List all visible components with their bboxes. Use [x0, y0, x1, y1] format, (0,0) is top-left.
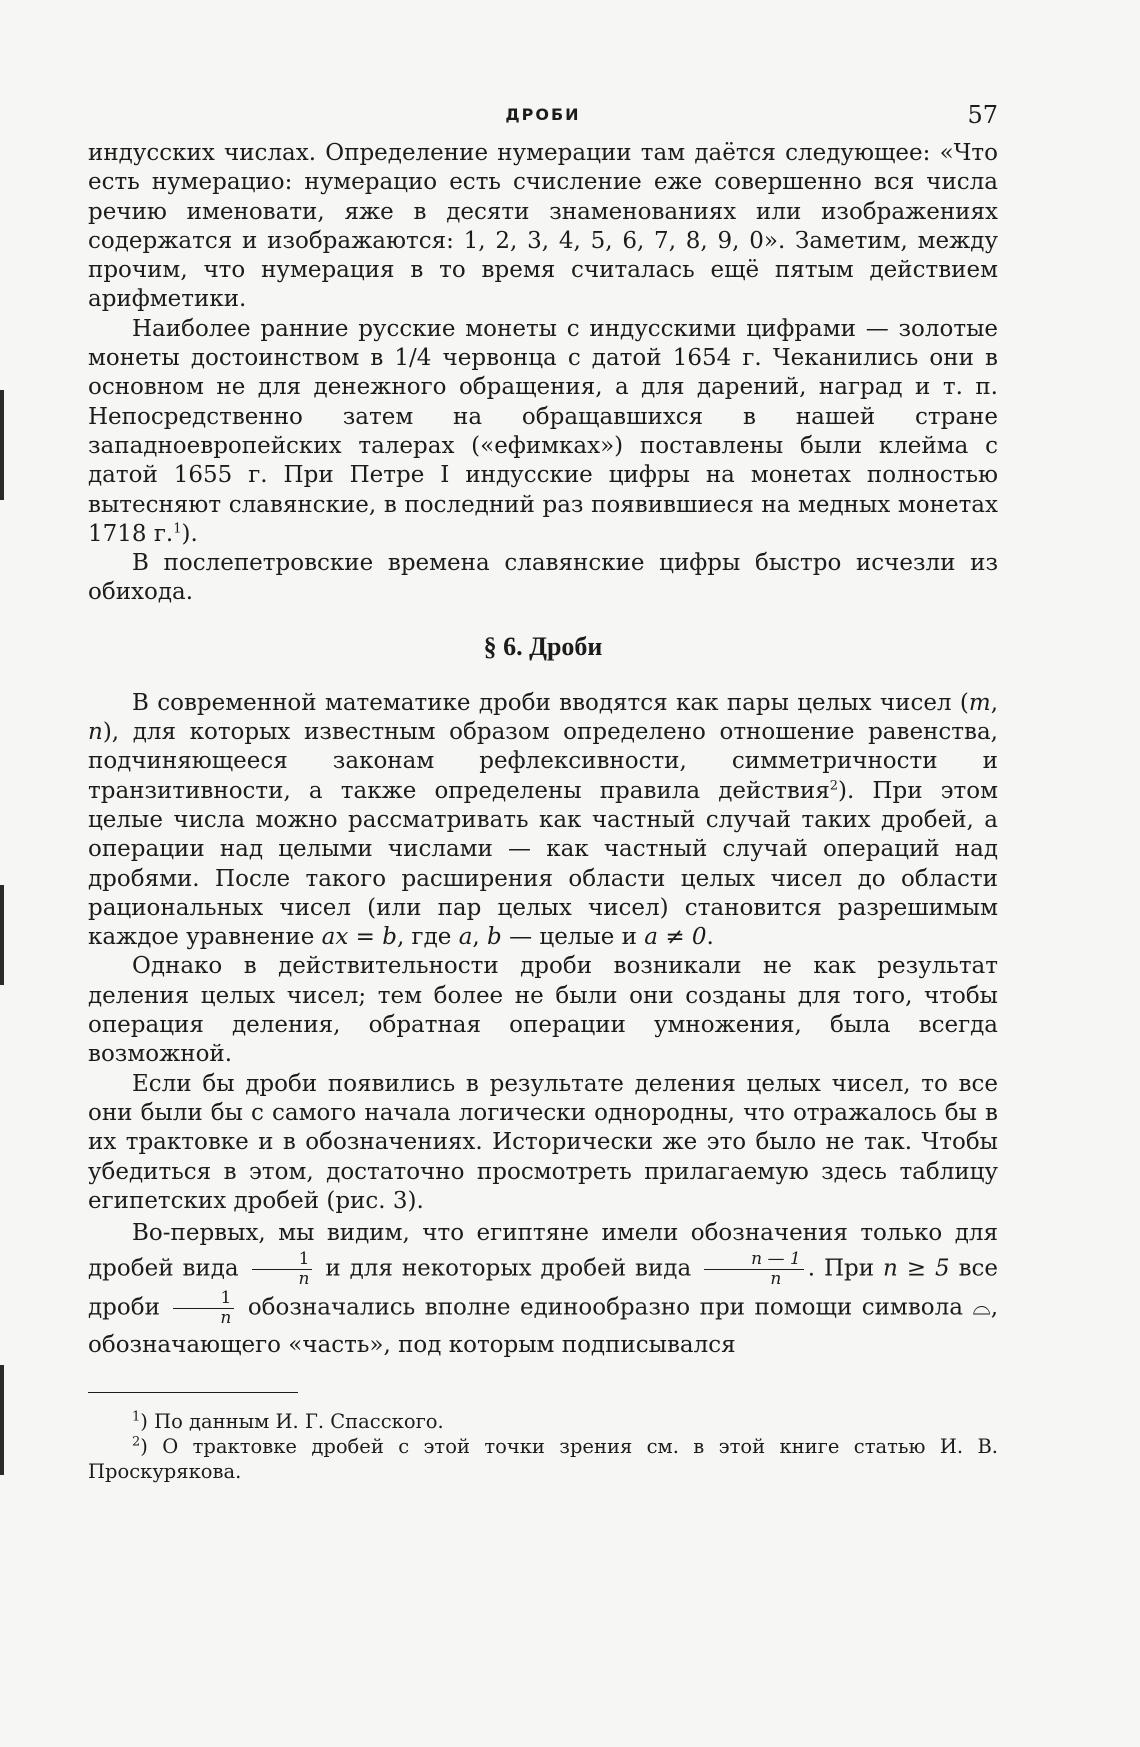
binding-edge-mark: [0, 390, 4, 500]
equation-ax-b: ax = b: [321, 924, 397, 951]
fraction-1-over-n: $\frac{1}{n}$: [252, 1250, 313, 1289]
page-header: [88, 95, 998, 139]
paragraph-egyptian: Во-первых, мы видим, что египтяне имели обозначения только для дробей вида $\frac{1}{n}$ и для некоторых дробей вида $\frac{n — 1}{n}$ . При n ≥ 5 все дроби $\frac{1}{n}$ обозначались вполне единообразно при помощи символа ⌓, обозначающего «часть», под которым подписывался: [88, 1220, 999, 1359]
running-title: ДРОБИ: [505, 105, 581, 124]
paragraph-homogeneity: Если бы дроби появились в результате деления целых чисел, то все они были бы с самого начала логически однородны, что отражалось бы в их трактовке и в обозначениях. Исторически же это было не так. Чтобы убедиться в этом, достаточно просмотреть прилагаемую здесь таблицу египетских дробей (рис. 3).: [88, 1070, 998, 1214]
footnote-2: $^2$) О трактовке дробей с этой точки зрения см. в этой книге статью И. В. Проскурякова.: [88, 1434, 998, 1484]
page-number: 57: [967, 101, 998, 129]
paragraph-modern-fractions: В современной математике дроби вводятся как пары целых чисел (m, n), для которых известным образом определено отношение равенства, подчиняющееся законам рефлексивности, симметричности и транзитивности, а также определены правила действия$^2$). При этом целые числа можно рассматривать как частный случай таких дробей, а операции над целыми числами — как частный случай операций над дробями. После такого расширения области целых чисел до области рациональных чисел (или пар целых чисел) становится разрешимым каждое уравнение ax = b, где a, b — целые и a ≠ 0.: [88, 689, 998, 951]
footnote-1: $^1$) По данным И. Г. Спасского.: [132, 1409, 444, 1434]
fraction-one-quarter: 1/4: [394, 345, 432, 372]
paragraph-coins: Наиболее ранние русские монеты с индусскими цифрами — золотые монеты достоинством в 1/4 червонца с датой 1654 г. Чеканились они в основном не для денежного обращения, а для дарений, наград и т. п. Непосредственно затем на обращавшихся в нашей стране западноевропейских талерах («ефимках») поставлены были клейма с датой 1655 г. При Петре I индусские цифры на монетах полностью вытесняют славянские, в последний раз появившиеся на медных монетах 1718 г.$^1$).: [88, 315, 998, 547]
binding-edge-mark: [0, 885, 4, 985]
fraction-n-minus-1-over-n: $\frac{n — 1}{n}$: [704, 1250, 804, 1289]
egyptian-part-symbol: ⌓: [972, 1294, 991, 1321]
binding-edge-mark: [0, 1365, 4, 1475]
footnote-divider: [88, 1392, 298, 1393]
book-page: [88, 95, 998, 1484]
footnote-ref-2: 2: [829, 777, 838, 793]
condition-n-ge-5: n ≥ 5: [883, 1255, 950, 1282]
inequality-a-nonzero: a ≠ 0: [644, 924, 707, 951]
paragraph-historical: Однако в действительности дроби возникали не как результат деления целых чисел; тем более не были они созданы для того, чтобы операция деления, обратная операции умножения, была всегда возможной.: [88, 953, 998, 1068]
paragraph-numeration: индусских числах. Определение нумерации там даётся следующее: «Что есть нумерацио: нумерацио есть счисление еже совершенно вся числа речию именовати, яже в десяти знаменованиях или изображениях содержатся и изображаются: 1, 2, 3, 4, 5, 6, 7, 8, 9, 0». Заметим, между прочим, что нумерация в то время считалась ещё пятым действием арифметики.: [88, 140, 998, 313]
footnote-ref-1: 1: [173, 521, 182, 537]
section-heading: § 6. Дроби: [483, 631, 603, 661]
fraction-1-over-n-second: $\frac{1}{n}$: [173, 1289, 234, 1328]
paragraph-post-petrine: В послепетровские времена славянские цифры быстро исчезли из обихода.: [88, 550, 998, 606]
